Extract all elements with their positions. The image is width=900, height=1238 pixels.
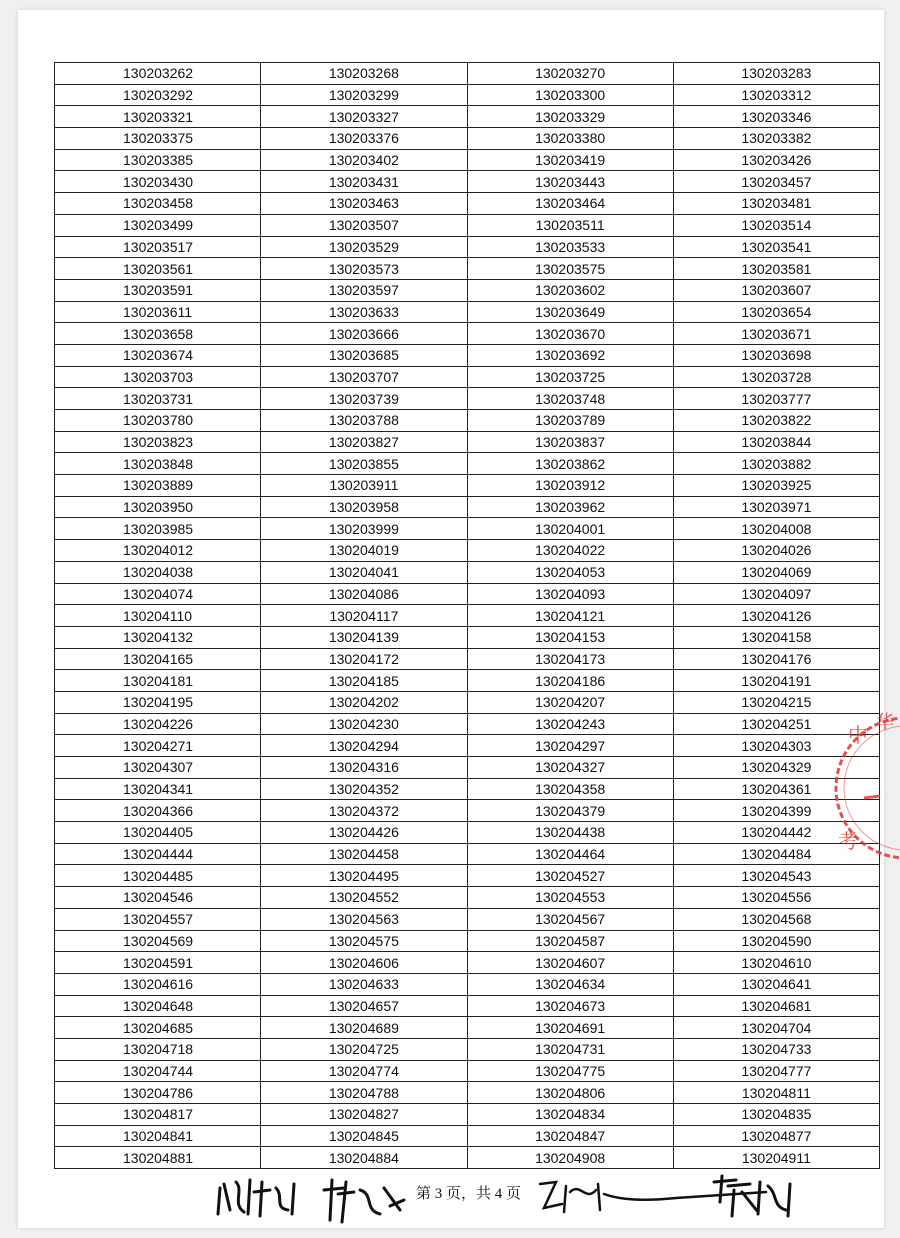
table-cell: 130203731: [55, 388, 261, 410]
table-cell: 130203855: [261, 453, 467, 475]
table-cell: 130203463: [261, 193, 467, 215]
table-cell: 130204877: [673, 1125, 879, 1147]
table-row: [55, 279, 880, 301]
table-row: [55, 149, 880, 171]
table-cell: 130204226: [55, 713, 261, 735]
table-cell: 130204607: [467, 952, 673, 974]
table-row: [55, 453, 880, 475]
table-row: [55, 626, 880, 648]
table-cell: 130204195: [55, 691, 261, 713]
table-cell: 130204633: [261, 973, 467, 995]
table-cell: 130204884: [261, 1147, 467, 1169]
table-row: [55, 778, 880, 800]
table-row: [55, 995, 880, 1017]
table-cell: 130203911: [261, 475, 467, 497]
table-cell: 130204117: [261, 605, 467, 627]
table-cell: 130203270: [467, 63, 673, 85]
table-row: [55, 518, 880, 540]
table-row: [55, 63, 880, 85]
table-row: [55, 1060, 880, 1082]
table-cell: 130204556: [673, 887, 879, 909]
table-cell: 130203312: [673, 84, 879, 106]
table-cell: 130203458: [55, 193, 261, 215]
table-cell: 130204691: [467, 1017, 673, 1039]
table-row: [55, 214, 880, 236]
table-cell: 130203692: [467, 344, 673, 366]
table-cell: 130204731: [467, 1038, 673, 1060]
table-cell: 130203375: [55, 128, 261, 150]
table-cell: 130204202: [261, 691, 467, 713]
table-cell: 130203292: [55, 84, 261, 106]
table-cell: 130204019: [261, 540, 467, 562]
table-cell: 130203507: [261, 214, 467, 236]
table-cell: 130204689: [261, 1017, 467, 1039]
table-cell: 130204110: [55, 605, 261, 627]
table-cell: 130203788: [261, 410, 467, 432]
table-cell: 130204641: [673, 973, 879, 995]
table-row: [55, 605, 880, 627]
table-cell: 130204307: [55, 757, 261, 779]
table-cell: 130203666: [261, 323, 467, 345]
table-cell: 130204361: [673, 778, 879, 800]
table-cell: 130204575: [261, 930, 467, 952]
table-cell: 130203464: [467, 193, 673, 215]
table-cell: 130203971: [673, 496, 879, 518]
table-cell: 130203739: [261, 388, 467, 410]
table-cell: 130204008: [673, 518, 879, 540]
table-cell: 130203822: [673, 410, 879, 432]
table-cell: 130204181: [55, 670, 261, 692]
table-cell: 130204657: [261, 995, 467, 1017]
table-cell: 130204485: [55, 865, 261, 887]
table-cell: 130203925: [673, 475, 879, 497]
table-cell: 130203827: [261, 431, 467, 453]
table-cell: 130204718: [55, 1038, 261, 1060]
table-cell: 130203707: [261, 366, 467, 388]
table-cell: 130203671: [673, 323, 879, 345]
table-cell: 130204568: [673, 908, 879, 930]
table-cell: 130204379: [467, 800, 673, 822]
table-cell: 130203591: [55, 279, 261, 301]
table-cell: 130204139: [261, 626, 467, 648]
table-cell: 130204744: [55, 1060, 261, 1082]
table-cell: 130203561: [55, 258, 261, 280]
table-cell: 130203607: [673, 279, 879, 301]
table-cell: 130204303: [673, 735, 879, 757]
table-row: [55, 496, 880, 518]
table-cell: 130203780: [55, 410, 261, 432]
table-cell: 130204444: [55, 843, 261, 865]
table-cell: 130204132: [55, 626, 261, 648]
table-cell: 130204207: [467, 691, 673, 713]
table-cell: 130203882: [673, 453, 879, 475]
table-row: [55, 930, 880, 952]
handwritten-signature-1: [214, 1170, 414, 1226]
table-cell: 130204097: [673, 583, 879, 605]
table-cell: 130204841: [55, 1125, 261, 1147]
table-cell: 130204041: [261, 561, 467, 583]
table-row: [55, 1017, 880, 1039]
table-cell: 130203457: [673, 171, 879, 193]
table-row: [55, 540, 880, 562]
table-row: [55, 1125, 880, 1147]
table-cell: 130203380: [467, 128, 673, 150]
table-cell: 130203611: [55, 301, 261, 323]
table-cell: 130203430: [55, 171, 261, 193]
table-cell: 130203431: [261, 171, 467, 193]
table-row: [55, 561, 880, 583]
table-cell: 130203573: [261, 258, 467, 280]
table-cell: 130204191: [673, 670, 879, 692]
table-cell: 130203950: [55, 496, 261, 518]
table-cell: 130204186: [467, 670, 673, 692]
table-cell: 130204121: [467, 605, 673, 627]
table-row: [55, 171, 880, 193]
table-cell: 130204881: [55, 1147, 261, 1169]
table-cell: 130204610: [673, 952, 879, 974]
table-cell: 130204022: [467, 540, 673, 562]
table-cell: 130204546: [55, 887, 261, 909]
table-cell: 130204215: [673, 691, 879, 713]
table-cell: 130204458: [261, 843, 467, 865]
table-cell: 130204552: [261, 887, 467, 909]
table-cell: 130204185: [261, 670, 467, 692]
table-cell: 130204438: [467, 822, 673, 844]
table-cell: 130204911: [673, 1147, 879, 1169]
table-cell: 130203329: [467, 106, 673, 128]
table-cell: 130204372: [261, 800, 467, 822]
table-cell: 130203376: [261, 128, 467, 150]
table-cell: 130204634: [467, 973, 673, 995]
table-cell: 130204297: [467, 735, 673, 757]
table-cell: 130204788: [261, 1082, 467, 1104]
table-row: [55, 388, 880, 410]
table-cell: 130203728: [673, 366, 879, 388]
table-cell: 130203541: [673, 236, 879, 258]
table-cell: 130204606: [261, 952, 467, 974]
table-cell: 130203283: [673, 63, 879, 85]
table-cell: 130204827: [261, 1104, 467, 1126]
table-row: [55, 431, 880, 453]
table-cell: 130203999: [261, 518, 467, 540]
table-cell: 130204026: [673, 540, 879, 562]
table-cell: 130203382: [673, 128, 879, 150]
table-cell: 130204230: [261, 713, 467, 735]
table-cell: 130204426: [261, 822, 467, 844]
table-row: [55, 84, 880, 106]
table-cell: 130204845: [261, 1125, 467, 1147]
table-cell: 130204153: [467, 626, 673, 648]
table-cell: 130203658: [55, 323, 261, 345]
table-row: [55, 366, 880, 388]
table-cell: 130204563: [261, 908, 467, 930]
table-cell: 130204543: [673, 865, 879, 887]
table-cell: 130203912: [467, 475, 673, 497]
table-cell: 130203670: [467, 323, 673, 345]
table-cell: 130204648: [55, 995, 261, 1017]
table-cell: 130204777: [673, 1060, 879, 1082]
table-row: [55, 344, 880, 366]
number-table-body: [55, 63, 880, 1169]
table-row: [55, 952, 880, 974]
red-seal-stamp-icon: [824, 698, 900, 878]
table-cell: 130203402: [261, 149, 467, 171]
table-cell: 130204811: [673, 1082, 879, 1104]
table-cell: 130204086: [261, 583, 467, 605]
table-row: [55, 1038, 880, 1060]
table-cell: 130203581: [673, 258, 879, 280]
handwritten-signature-2: [536, 1172, 806, 1222]
table-cell: 130204847: [467, 1125, 673, 1147]
table-cell: 130204093: [467, 583, 673, 605]
table-cell: 130204464: [467, 843, 673, 865]
table-cell: 130204681: [673, 995, 879, 1017]
table-cell: 130204327: [467, 757, 673, 779]
table-cell: 130204294: [261, 735, 467, 757]
table-cell: 130204366: [55, 800, 261, 822]
table-cell: 130204685: [55, 1017, 261, 1039]
table-cell: 130204908: [467, 1147, 673, 1169]
table-cell: 130204725: [261, 1038, 467, 1060]
table-cell: 130203514: [673, 214, 879, 236]
table-cell: 130204012: [55, 540, 261, 562]
svg-text:考: 考: [838, 829, 858, 853]
table-cell: 130204358: [467, 778, 673, 800]
table-row: [55, 258, 880, 280]
table-cell: 130203685: [261, 344, 467, 366]
table-cell: 130204553: [467, 887, 673, 909]
table-cell: 130204704: [673, 1017, 879, 1039]
table-cell: 130203511: [467, 214, 673, 236]
table-cell: 130203268: [261, 63, 467, 85]
table-row: [55, 735, 880, 757]
svg-text:华: 华: [876, 712, 894, 733]
table-row: [55, 1104, 880, 1126]
table-row: [55, 865, 880, 887]
table-row: [55, 475, 880, 497]
table-row: [55, 822, 880, 844]
table-cell: 130204442: [673, 822, 879, 844]
table-cell: 130204038: [55, 561, 261, 583]
table-cell: 130203748: [467, 388, 673, 410]
table-cell: 130203299: [261, 84, 467, 106]
table-cell: 130204173: [467, 648, 673, 670]
table-cell: 130204569: [55, 930, 261, 952]
table-cell: 130203649: [467, 301, 673, 323]
table-cell: 130203698: [673, 344, 879, 366]
table-row: [55, 800, 880, 822]
table-cell: 130203529: [261, 236, 467, 258]
table-row: [55, 410, 880, 432]
table-cell: 130204316: [261, 757, 467, 779]
table-cell: 130203517: [55, 236, 261, 258]
table-cell: 130203533: [467, 236, 673, 258]
table-cell: 130203575: [467, 258, 673, 280]
table-cell: 130203597: [261, 279, 467, 301]
table-cell: 130204074: [55, 583, 261, 605]
table-cell: 130204243: [467, 713, 673, 735]
table-cell: 130204775: [467, 1060, 673, 1082]
table-cell: 130203499: [55, 214, 261, 236]
table-cell: 130204774: [261, 1060, 467, 1082]
table-row: [55, 887, 880, 909]
table-cell: 130203703: [55, 366, 261, 388]
table-row: [55, 691, 880, 713]
number-table: [54, 62, 880, 1169]
table-row: [55, 193, 880, 215]
table-cell: 130204834: [467, 1104, 673, 1126]
table-cell: 130203602: [467, 279, 673, 301]
table-cell: 130203674: [55, 344, 261, 366]
document-page: [18, 10, 894, 1228]
table-cell: 130204495: [261, 865, 467, 887]
table-cell: 130203385: [55, 149, 261, 171]
table-row: [55, 670, 880, 692]
table-row: [55, 583, 880, 605]
table-cell: 130204587: [467, 930, 673, 952]
table-cell: 130204158: [673, 626, 879, 648]
table-row: [55, 908, 880, 930]
table-cell: 130204527: [467, 865, 673, 887]
table-cell: 130204733: [673, 1038, 879, 1060]
table-row: [55, 128, 880, 150]
table-cell: 130203844: [673, 431, 879, 453]
table-cell: 130204806: [467, 1082, 673, 1104]
table-row: [55, 973, 880, 995]
table-cell: 130204567: [467, 908, 673, 930]
table-cell: 130204172: [261, 648, 467, 670]
table-row: [55, 106, 880, 128]
table-cell: 130204069: [673, 561, 879, 583]
table-cell: 130203443: [467, 171, 673, 193]
table-cell: 130204251: [673, 713, 879, 735]
table-row: [55, 648, 880, 670]
table-cell: 130203777: [673, 388, 879, 410]
table-cell: 130204053: [467, 561, 673, 583]
table-row: [55, 713, 880, 735]
table-cell: 130204271: [55, 735, 261, 757]
table-cell: 130203848: [55, 453, 261, 475]
table-cell: 130204557: [55, 908, 261, 930]
table-cell: 130203300: [467, 84, 673, 106]
table-cell: 130204405: [55, 822, 261, 844]
table-row: [55, 301, 880, 323]
table-cell: 130204352: [261, 778, 467, 800]
table-cell: 130204786: [55, 1082, 261, 1104]
table-cell: 130204591: [55, 952, 261, 974]
svg-text:中: 中: [848, 723, 868, 747]
table-cell: 130204616: [55, 973, 261, 995]
table-cell: 130204399: [673, 800, 879, 822]
page-number-footer: 第 3 页，共 4 页: [416, 1186, 522, 1202]
table-cell: 130203823: [55, 431, 261, 453]
table-cell: 130203889: [55, 475, 261, 497]
table-cell: 130203985: [55, 518, 261, 540]
table-cell: 130204001: [467, 518, 673, 540]
table-cell: 130204165: [55, 648, 261, 670]
table-cell: 130204673: [467, 995, 673, 1017]
table-cell: 130203419: [467, 149, 673, 171]
table-cell: 130204341: [55, 778, 261, 800]
table-cell: 130204817: [55, 1104, 261, 1126]
table-row: [55, 1082, 880, 1104]
table-cell: 130204176: [673, 648, 879, 670]
table-cell: 130204484: [673, 843, 879, 865]
table-cell: 130204590: [673, 930, 879, 952]
table-row: [55, 757, 880, 779]
table-cell: 130203837: [467, 431, 673, 453]
table-cell: 130203725: [467, 366, 673, 388]
table-cell: 130203327: [261, 106, 467, 128]
table-cell: 130203481: [673, 193, 879, 215]
table-cell: 130203654: [673, 301, 879, 323]
table-row: [55, 1147, 880, 1169]
table-cell: 130203962: [467, 496, 673, 518]
table-cell: 130203346: [673, 106, 879, 128]
table-cell: 130203789: [467, 410, 673, 432]
table-cell: 130203262: [55, 63, 261, 85]
table-cell: 130203426: [673, 149, 879, 171]
table-row: [55, 843, 880, 865]
table-cell: 130203633: [261, 301, 467, 323]
table-cell: 130204835: [673, 1104, 879, 1126]
table-row: [55, 323, 880, 345]
table-cell: 130203862: [467, 453, 673, 475]
table-cell: 130203321: [55, 106, 261, 128]
table-cell: 130204329: [673, 757, 879, 779]
table-cell: 130204126: [673, 605, 879, 627]
table-row: [55, 236, 880, 258]
table-cell: 130203958: [261, 496, 467, 518]
